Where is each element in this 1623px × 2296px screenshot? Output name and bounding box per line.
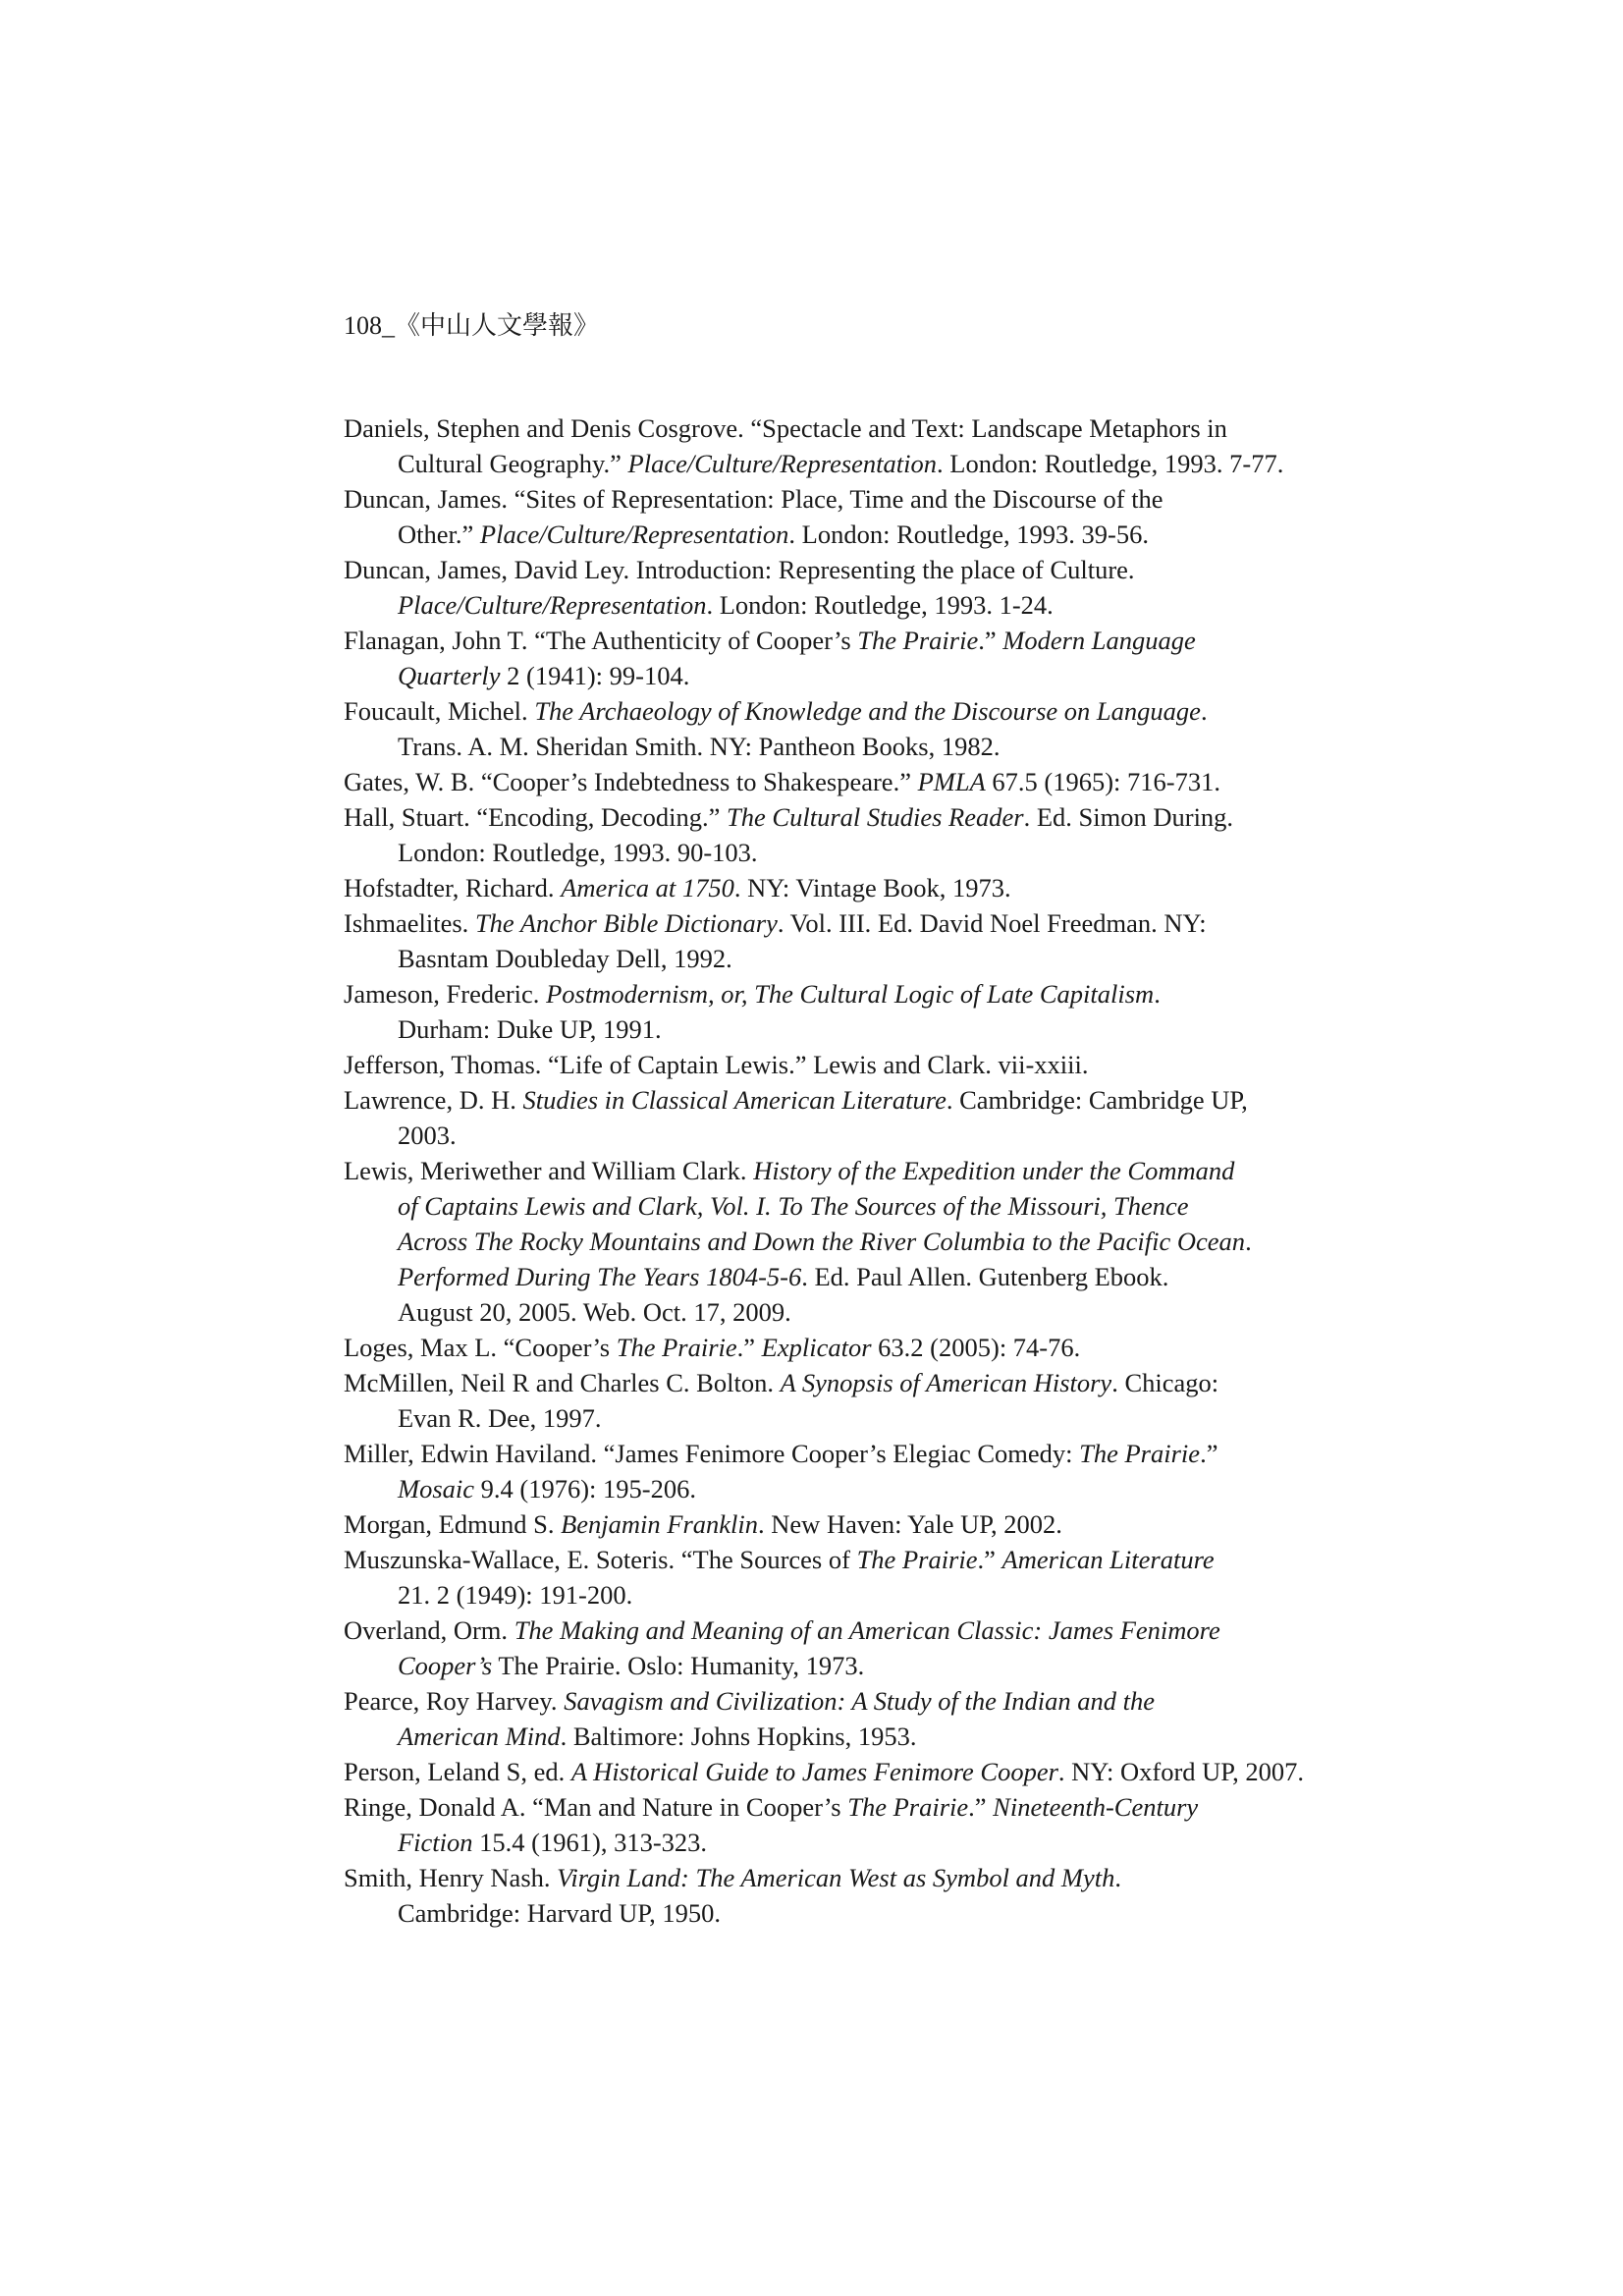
reference-text: .” xyxy=(977,1545,1002,1574)
reference-text: Duncan, James, David Ley. Introduction: Representing the place of Culture. xyxy=(344,555,1135,584)
reference-title-italic: The Prairie xyxy=(847,1792,969,1822)
reference-title-italic: America at 1750 xyxy=(561,873,734,902)
reference-text: London: Routledge, 1993. 90-103. xyxy=(398,838,758,867)
reference-line xyxy=(344,1118,1325,1153)
reference-line xyxy=(344,1259,1325,1294)
reference-entry xyxy=(344,1613,1325,1683)
reference-text: . Cambridge: Cambridge UP, xyxy=(946,1085,1248,1115)
reference-title-italic: PMLA xyxy=(917,767,986,796)
reference-text: Smith, Henry Nash. xyxy=(344,1863,558,1892)
reference-text: . NY: Oxford UP, 2007. xyxy=(1057,1757,1304,1786)
reference-text: Hall, Stuart. “Encoding, Decoding.” xyxy=(344,802,728,832)
reference-text: .” xyxy=(978,626,1003,655)
reference-title-italic: Cooper’s xyxy=(398,1651,493,1680)
reference-line xyxy=(344,1506,1325,1542)
reference-title-italic: Savagism and Civilization: A Study of the Indian and the xyxy=(564,1686,1156,1716)
reference-text: 2003. xyxy=(398,1121,457,1150)
reference-entry xyxy=(344,1506,1325,1542)
reference-text: .” xyxy=(1200,1439,1218,1468)
reference-text: The Prairie. Oslo: Humanity, 1973. xyxy=(492,1651,865,1680)
reference-line xyxy=(344,481,1325,517)
reference-title-italic: Mosaic xyxy=(398,1474,475,1503)
reference-line xyxy=(344,1471,1325,1506)
reference-title-italic: Place/Culture/Representation xyxy=(398,590,707,620)
reference-title-italic: A Historical Guide to James Fenimore Cooper xyxy=(570,1757,1058,1786)
reference-line xyxy=(344,729,1325,764)
reference-line xyxy=(344,976,1325,1011)
page-header: 108_《中山人文學報》 xyxy=(344,311,600,340)
reference-line xyxy=(344,1365,1325,1400)
reference-entry xyxy=(344,764,1325,799)
references-list xyxy=(344,410,1325,1931)
reference-line xyxy=(344,835,1325,870)
reference-text: . xyxy=(1200,696,1208,726)
reference-text: Ishmaelites. xyxy=(344,908,475,938)
reference-line xyxy=(344,1895,1325,1931)
reference-text: . xyxy=(1245,1227,1252,1256)
reference-text: Lawrence, D. H. xyxy=(344,1085,523,1115)
reference-entry xyxy=(344,1330,1325,1365)
reference-line xyxy=(344,1683,1325,1719)
reference-line xyxy=(344,1400,1325,1436)
reference-entry xyxy=(344,799,1325,870)
reference-text: . Chicago: xyxy=(1111,1368,1219,1397)
reference-entry xyxy=(344,1683,1325,1754)
reference-text: Lewis, Meriwether and William Clark. xyxy=(344,1156,754,1185)
reference-line xyxy=(344,799,1325,835)
reference-line xyxy=(344,1825,1325,1860)
reference-entry xyxy=(344,1860,1325,1931)
reference-text: .” xyxy=(736,1333,762,1362)
reference-text: 21. 2 (1949): 191-200. xyxy=(398,1580,633,1610)
reference-line xyxy=(344,1577,1325,1613)
reference-text: Gates, W. B. “Cooper’s Indebtedness to Shakespeare.” xyxy=(344,767,918,796)
reference-entry xyxy=(344,1542,1325,1613)
reference-title-italic: Place/Culture/Representation xyxy=(479,519,789,549)
reference-text: Pearce, Roy Harvey. xyxy=(344,1686,565,1716)
reference-title-italic: History of the Expedition under the Command xyxy=(753,1156,1235,1185)
reference-title-italic: The Prairie xyxy=(616,1333,737,1362)
reference-text: .” xyxy=(968,1792,994,1822)
reference-line xyxy=(344,1754,1325,1789)
reference-entry xyxy=(344,1047,1325,1082)
reference-text: 2 (1941): 99-104. xyxy=(500,661,690,690)
reference-text: Trans. A. M. Sheridan Smith. NY: Pantheon Books, 1982. xyxy=(398,732,1001,761)
reference-text: . Ed. Paul Allen. Gutenberg Ebook. xyxy=(801,1262,1169,1291)
reference-text: . Ed. Simon During. xyxy=(1023,802,1234,832)
reference-entry xyxy=(344,623,1325,693)
reference-line xyxy=(344,1082,1325,1118)
reference-text: Cultural Geography.” xyxy=(398,449,628,478)
reference-text: Overland, Orm. xyxy=(344,1615,514,1645)
reference-title-italic: Quarterly xyxy=(398,661,501,690)
reference-line xyxy=(344,1047,1325,1082)
reference-text: Basntam Doubleday Dell, 1992. xyxy=(398,944,732,973)
reference-text: . London: Routledge, 1993. 7-77. xyxy=(937,449,1284,478)
reference-line xyxy=(344,623,1325,658)
reference-title-italic: American Literature xyxy=(1001,1545,1215,1574)
reference-entry xyxy=(344,1754,1325,1789)
reference-line xyxy=(344,1648,1325,1683)
reference-line xyxy=(344,658,1325,693)
reference-title-italic: Studies in Classical American Literature xyxy=(522,1085,947,1115)
reference-text: . xyxy=(1114,1863,1122,1892)
reference-title-italic: The Archaeology of Knowledge and the Discourse on Language xyxy=(534,696,1201,726)
reference-line xyxy=(344,764,1325,799)
reference-line xyxy=(344,1542,1325,1577)
reference-title-italic: The Making and Meaning of an American Classic: James Fenimore xyxy=(514,1615,1220,1645)
reference-text: Morgan, Edmund S. xyxy=(344,1509,562,1539)
reference-title-italic: Modern Language xyxy=(1002,626,1196,655)
reference-entry xyxy=(344,1082,1325,1153)
reference-entry xyxy=(344,481,1325,552)
reference-title-italic: A Synopsis of American History xyxy=(780,1368,1112,1397)
reference-title-italic: Place/Culture/Representation xyxy=(627,449,938,478)
reference-text: . xyxy=(1154,979,1161,1009)
reference-title-italic: Explicator xyxy=(761,1333,872,1362)
reference-text: Loges, Max L. “Cooper’s xyxy=(344,1333,617,1362)
reference-text: Cambridge: Harvard UP, 1950. xyxy=(398,1898,721,1928)
reference-text: 9.4 (1976): 195-206. xyxy=(474,1474,696,1503)
reference-line xyxy=(344,1188,1325,1224)
reference-line xyxy=(344,1613,1325,1648)
reference-entry xyxy=(344,976,1325,1047)
reference-text: Person, Leland S, ed. xyxy=(344,1757,571,1786)
reference-text: Foucault, Michel. xyxy=(344,696,535,726)
reference-text: Ringe, Donald A. “Man and Nature in Cooper’s xyxy=(344,1792,848,1822)
reference-line xyxy=(344,1719,1325,1754)
reference-text: . New Haven: Yale UP, 2002. xyxy=(758,1509,1062,1539)
reference-text: Flanagan, John T. “The Authenticity of Cooper’s xyxy=(344,626,858,655)
reference-text: . Vol. III. Ed. David Noel Freedman. NY: xyxy=(777,908,1207,938)
reference-text: Evan R. Dee, 1997. xyxy=(398,1403,602,1433)
reference-title-italic: Virgin Land: The American West as Symbol and Myth xyxy=(557,1863,1115,1892)
reference-title-italic: Postmodernism, or, The Cultural Logic of Late Capitalism xyxy=(546,979,1155,1009)
reference-text: . NY: Vintage Book, 1973. xyxy=(733,873,1011,902)
reference-line xyxy=(344,517,1325,552)
reference-line xyxy=(344,410,1325,446)
reference-entry xyxy=(344,870,1325,905)
reference-line xyxy=(344,941,1325,976)
reference-title-italic: The Prairie xyxy=(857,626,979,655)
reference-entry xyxy=(344,1153,1325,1330)
reference-entry xyxy=(344,410,1325,481)
reference-title-italic: The Cultural Studies Reader xyxy=(727,802,1024,832)
reference-line xyxy=(344,905,1325,941)
reference-title-italic: American Mind xyxy=(398,1722,561,1751)
reference-entry xyxy=(344,905,1325,976)
reference-text: 15.4 (1961), 313-323. xyxy=(472,1828,708,1857)
reference-title-italic: Performed During The Years 1804-5-6 xyxy=(398,1262,802,1291)
reference-title-italic: of Captains Lewis and Clark, Vol. I. To The Sources of the Missouri, Thence xyxy=(398,1191,1189,1221)
reference-entry xyxy=(344,552,1325,623)
reference-line xyxy=(344,1436,1325,1471)
reference-title-italic: The Prairie xyxy=(1079,1439,1201,1468)
reference-text: . Baltimore: Johns Hopkins, 1953. xyxy=(560,1722,917,1751)
reference-entry xyxy=(344,1789,1325,1860)
reference-text: Jefferson, Thomas. “Life of Captain Lewis.” Lewis and Clark. vii-xxiii. xyxy=(344,1050,1089,1079)
reference-text: Other.” xyxy=(398,519,480,549)
reference-text: . London: Routledge, 1993. 39-56. xyxy=(788,519,1149,549)
reference-entry xyxy=(344,693,1325,764)
reference-text: McMillen, Neil R and Charles C. Bolton. xyxy=(344,1368,781,1397)
reference-text: 63.2 (2005): 74-76. xyxy=(871,1333,1081,1362)
reference-text: Durham: Duke UP, 1991. xyxy=(398,1014,662,1044)
reference-text: Duncan, James. “Sites of Representation: Place, Time and the Discourse of the xyxy=(344,484,1163,514)
reference-entry xyxy=(344,1365,1325,1436)
reference-text: Muszunska-Wallace, E. Soteris. “The Sources of xyxy=(344,1545,857,1574)
reference-line xyxy=(344,446,1325,481)
reference-title-italic: The Anchor Bible Dictionary xyxy=(474,908,778,938)
reference-line xyxy=(344,1224,1325,1259)
reference-line xyxy=(344,870,1325,905)
reference-title-italic: The Prairie xyxy=(856,1545,978,1574)
reference-title-italic: Nineteenth-Century xyxy=(993,1792,1199,1822)
reference-text: Jameson, Frederic. xyxy=(344,979,547,1009)
reference-line xyxy=(344,693,1325,729)
reference-line xyxy=(344,1860,1325,1895)
reference-text: August 20, 2005. Web. Oct. 17, 2009. xyxy=(398,1297,791,1327)
reference-text: Daniels, Stephen and Denis Cosgrove. “Spectacle and Text: Landscape Metaphors in xyxy=(344,413,1227,443)
reference-line xyxy=(344,1294,1325,1330)
reference-text: Hofstadter, Richard. xyxy=(344,873,562,902)
reference-line xyxy=(344,1011,1325,1047)
reference-line xyxy=(344,552,1325,587)
reference-text: . London: Routledge, 1993. 1-24. xyxy=(706,590,1054,620)
reference-line xyxy=(344,1789,1325,1825)
reference-text: 67.5 (1965): 716-731. xyxy=(985,767,1220,796)
reference-line xyxy=(344,1153,1325,1188)
reference-entry xyxy=(344,1436,1325,1506)
reference-line xyxy=(344,587,1325,623)
reference-title-italic: Across The Rocky Mountains and Down the River Columbia to the Pacific Ocean xyxy=(398,1227,1246,1256)
reference-line xyxy=(344,1330,1325,1365)
reference-title-italic: Benjamin Franklin xyxy=(561,1509,759,1539)
reference-text: Miller, Edwin Haviland. “James Fenimore Cooper’s Elegiac Comedy: xyxy=(344,1439,1080,1468)
reference-title-italic: Fiction xyxy=(398,1828,473,1857)
